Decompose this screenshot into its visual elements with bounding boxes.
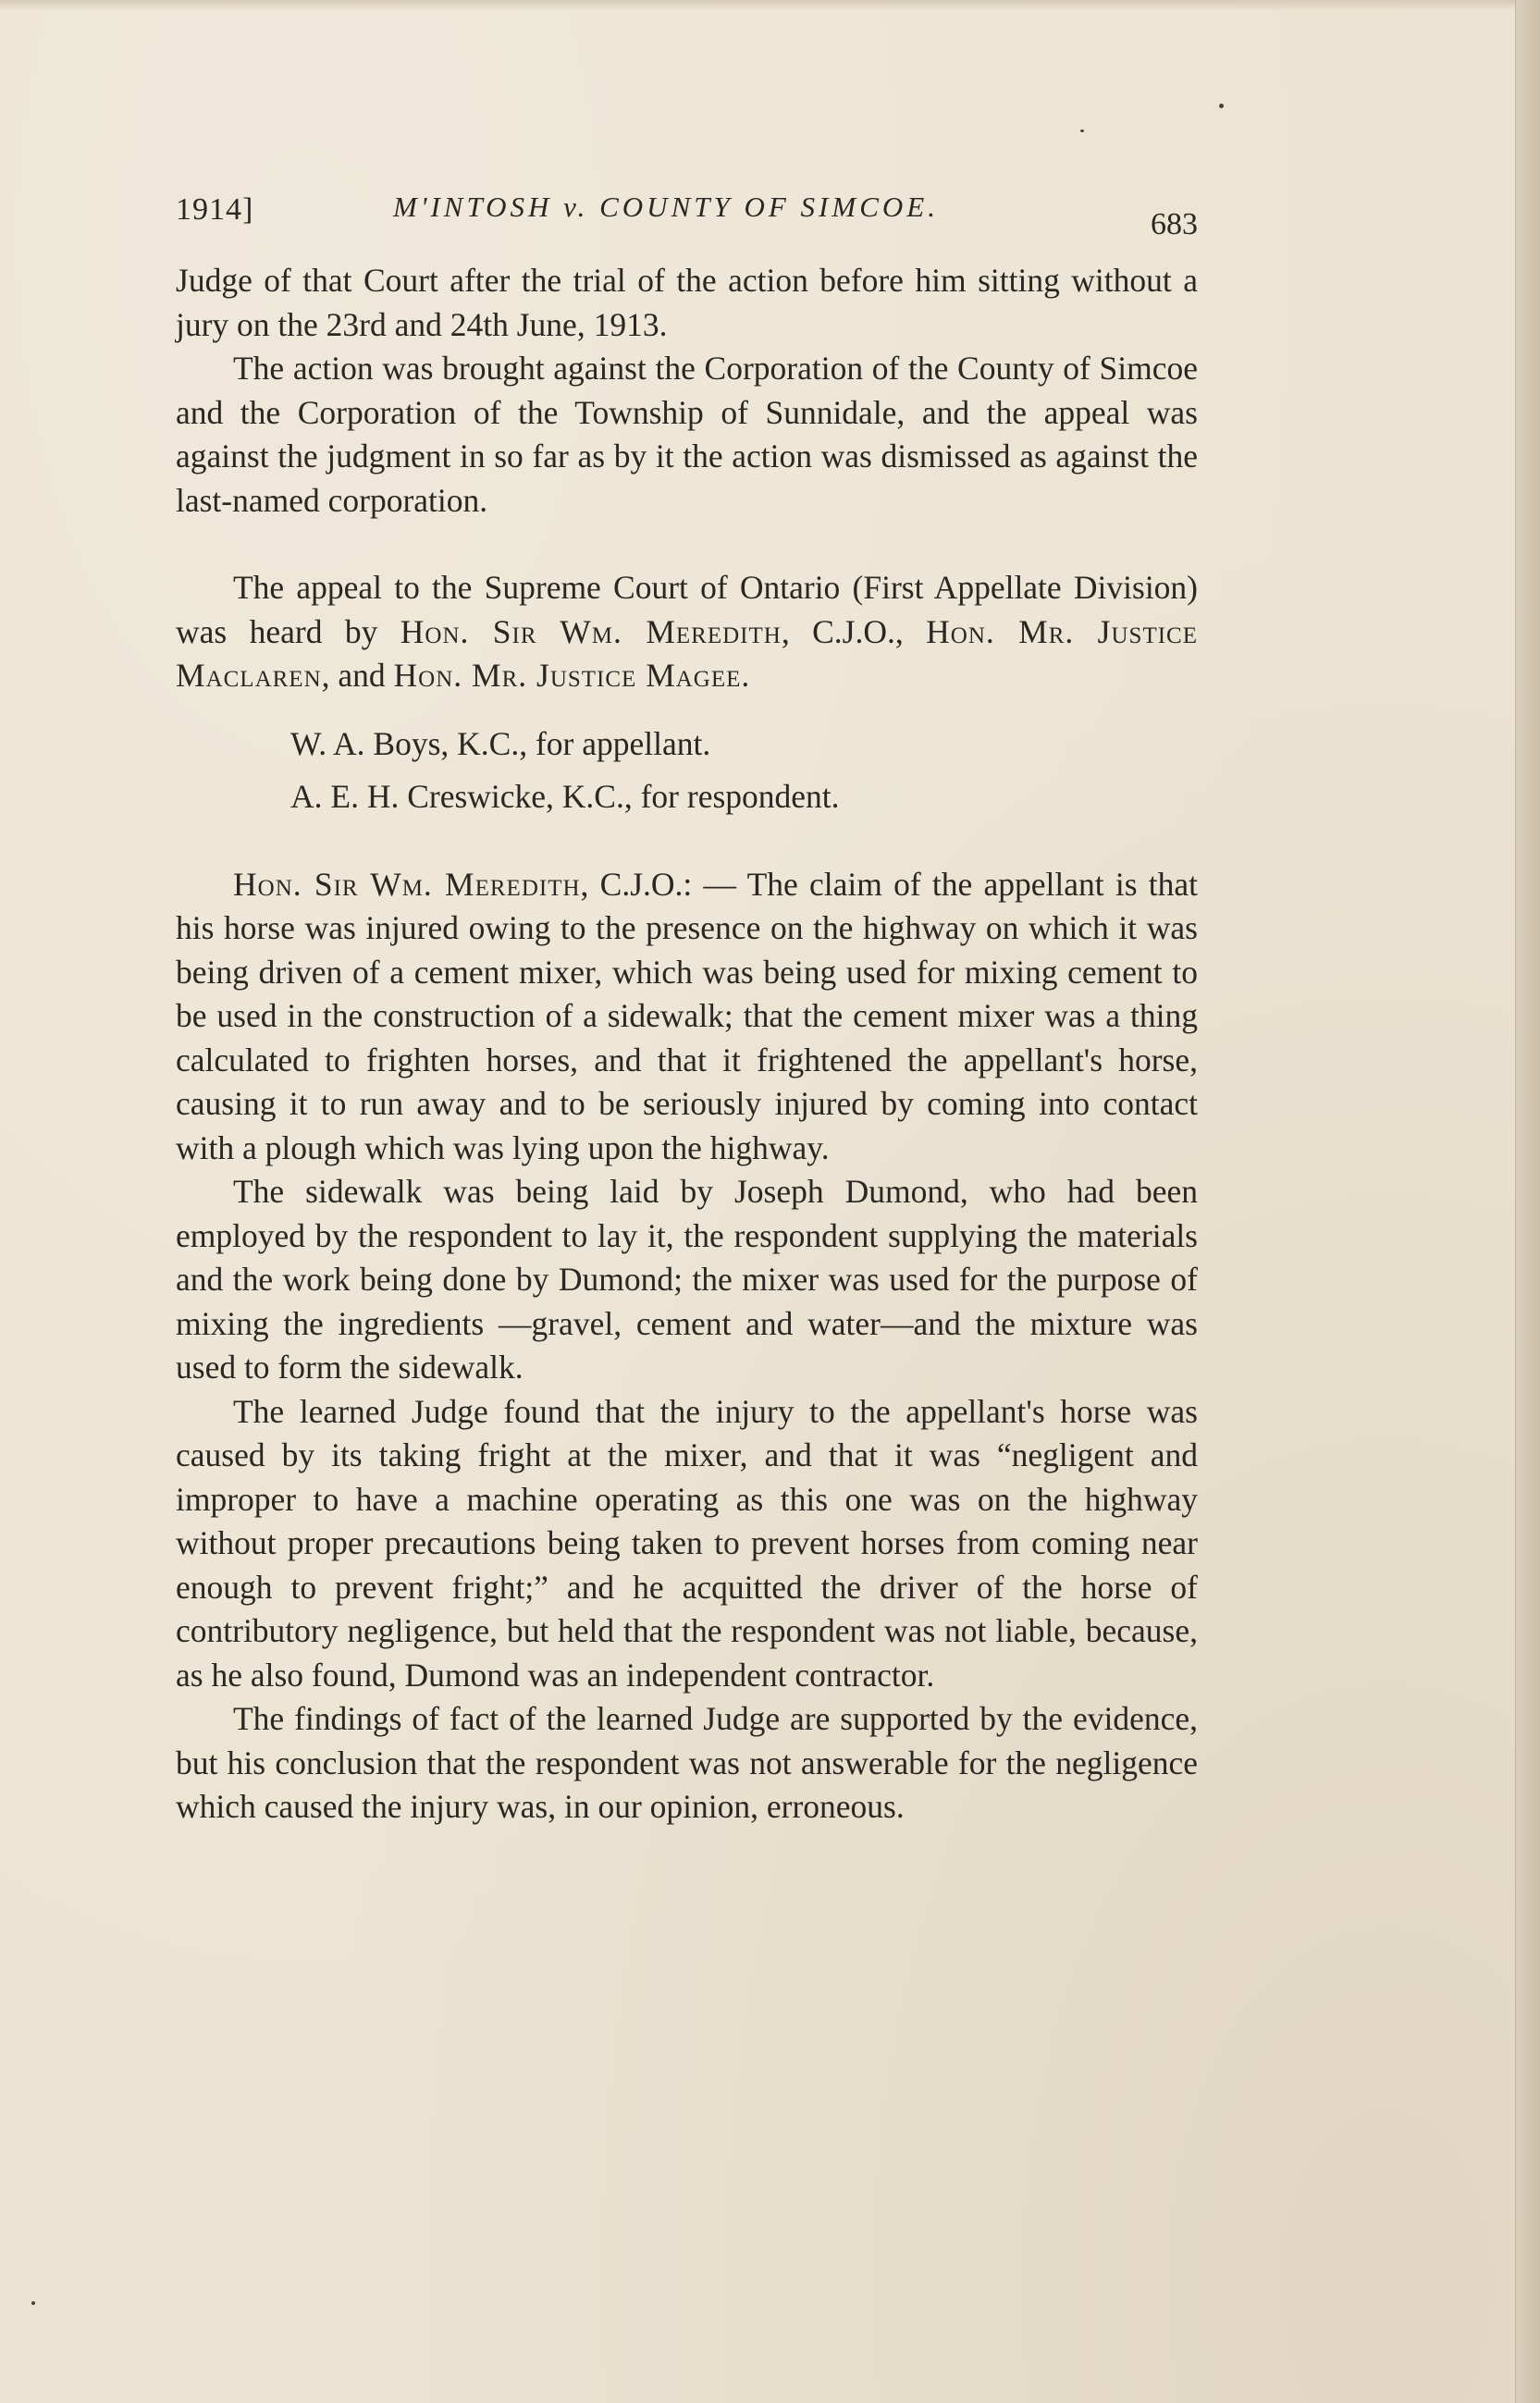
judge-name-meredith: Hon. Sir Wm. Meredith: [400, 612, 782, 650]
paragraph-findings: The learned Judge found that the injury to the appellant's horse was caused by its taking fright at the mixer, and that it was “negligent and improper to have a machine operating as this one was on the highway without proper precautions being taken to prevent horses from coming near enough to prevent fright;” and he acquitted the driver of the horse of contributory negligence, but held that the respondent was not liable, because, as he also found, Dumond was an independent contractor.: [176, 1392, 1198, 1694]
ink-speck: [31, 2301, 35, 2305]
hearing-text-mid2: , and: [321, 657, 394, 694]
speaker-name: Hon. Sir Wm. Meredith: [233, 865, 581, 903]
hearing-text-prefix: The appeal to the Supreme Court of Ontario (First Appellate Division) was heard by: [176, 569, 1198, 650]
page-right-edge: [1515, 0, 1540, 2403]
running-head: [176, 185, 1198, 240]
ink-speck: [1080, 129, 1084, 132]
paragraph-sidewalk: The sidewalk was being laid by Joseph Dumond, who had been employed by the respondent to lay it, the respondent supplying the materials and the work being done by Dumond; the mixer was used for the purpose of mixing the ingredients —gravel, cement and water—and the mixture was used to form the sidewalk.: [176, 1173, 1198, 1386]
hearing-text-suffix: .: [741, 657, 750, 694]
header-year: 1914]: [176, 192, 254, 227]
paragraph-continuation: Judge of that Court after the trial of the action before him sitting without a jury on the 23rd and 24th June, 1913.: [176, 262, 1198, 343]
paragraph-judgment-opening: [176, 863, 1198, 1171]
paragraph-action-summary: The action was brought against the Corporation of the County of Simcoe and the Corporation of the Township of Sunnidale, and the appeal was against the judgment in so far as by it the action was dismissed as against the last-named corporation.: [176, 350, 1198, 519]
judge-name-magee: Hon. Mr. Justice Magee: [393, 657, 742, 694]
hearing-text-mid1: , C.J.O.,: [781, 612, 927, 650]
page-body: [176, 259, 1198, 1830]
header-case-title: M'INTOSH v. COUNTY OF SIMCOE.: [393, 191, 939, 223]
judgment-opening-text: , C.J.O.: — The claim of the appellant is that his horse was injured owing to the presence on the highway on which it was being driven of a cement mixer, which was being used for mixing cement to be used in the construction of a sidewalk; that the cement mixer was a thing calculated to frighten horses, and that it frightened the appellant's horse, causing it to run away and to be seriously injured by coming into contact with a plough which was lying upon the highway.: [176, 865, 1198, 1166]
page-top-shadow: [0, 0, 1540, 11]
judge-name-maclaren: Hon. Mr. Justice Maclaren: [176, 612, 1199, 694]
counsel-respondent: A. E. H. Creswicke, K.C., for respondent.: [290, 778, 840, 815]
paragraph-appeal-hearing: [176, 566, 1198, 698]
page-number: 683: [1151, 207, 1198, 241]
paragraph-conclusion: The findings of fact of the learned Judge are supported by the evidence, but his conclusion that the respondent was not answerable for the negligence which caused the injury was, in our opinion, erroneous.: [176, 1700, 1198, 1825]
ink-speck: [1219, 104, 1224, 108]
counsel-appellant: W. A. Boys, K.C., for appellant.: [290, 724, 711, 762]
